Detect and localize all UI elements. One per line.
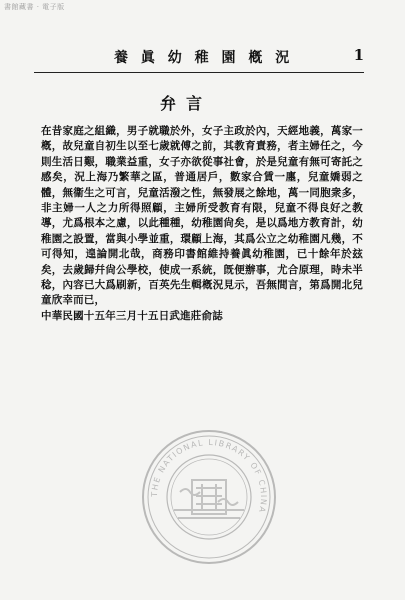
running-header: [34, 47, 364, 71]
body-text: [41, 124, 363, 324]
section-title: 弁言: [160, 94, 213, 113]
seal-outer-text: THE NATIONAL LIBRARY OF CHINA: [149, 437, 269, 515]
header-rule: [34, 72, 364, 73]
page-number: 1: [353, 46, 364, 64]
library-seal-stamp: [140, 428, 278, 566]
seal-graphic: [140, 428, 278, 566]
corner-watermark: 書館藏書 · 電子版: [4, 3, 65, 11]
signature-line: 中華民國十五年三月十五日武進莊俞誌: [41, 309, 223, 322]
running-title: 養 眞 幼 稚 園 槪 況: [114, 50, 294, 66]
body-paragraph: 在昔家庭之組織，男子就職於外，女子主政於內，天經地義，萬家一槪，故兒童自初生以至七歲就傅之前，其教育責務，者主婦任之，今則生活日艱，職業益重，女子亦欲從事社會，於是兒童有無可寄託之感矣，況上海乃繁華之區，普通居戶，數家合賃一廛，兒童嬌弱之體，無衞生之可言，兒童活潑之性，無發展之餘地，萬一同胞衆多，非主婦一人之力所得照顧，主婦所受教育有限，兒童不得良好之教導，尤爲根本之慮，以此種種，幼稚園尙矣，是以爲地方教育計，幼稚園之設置，當與小學並重，環顧上海，其爲公立之幼稚園凡幾，不可得知，遑論開北哉，商務印書館維持養眞幼稚園，已十餘年於玆矣，去歲歸幷尙公學校，使成一系統，旣便辦事，尤合原理，時未半稔，內容已大爲刷新，百英先生輯槪況見示，吾無間言，第爲開北兒童欣幸而已，: [41, 125, 363, 307]
